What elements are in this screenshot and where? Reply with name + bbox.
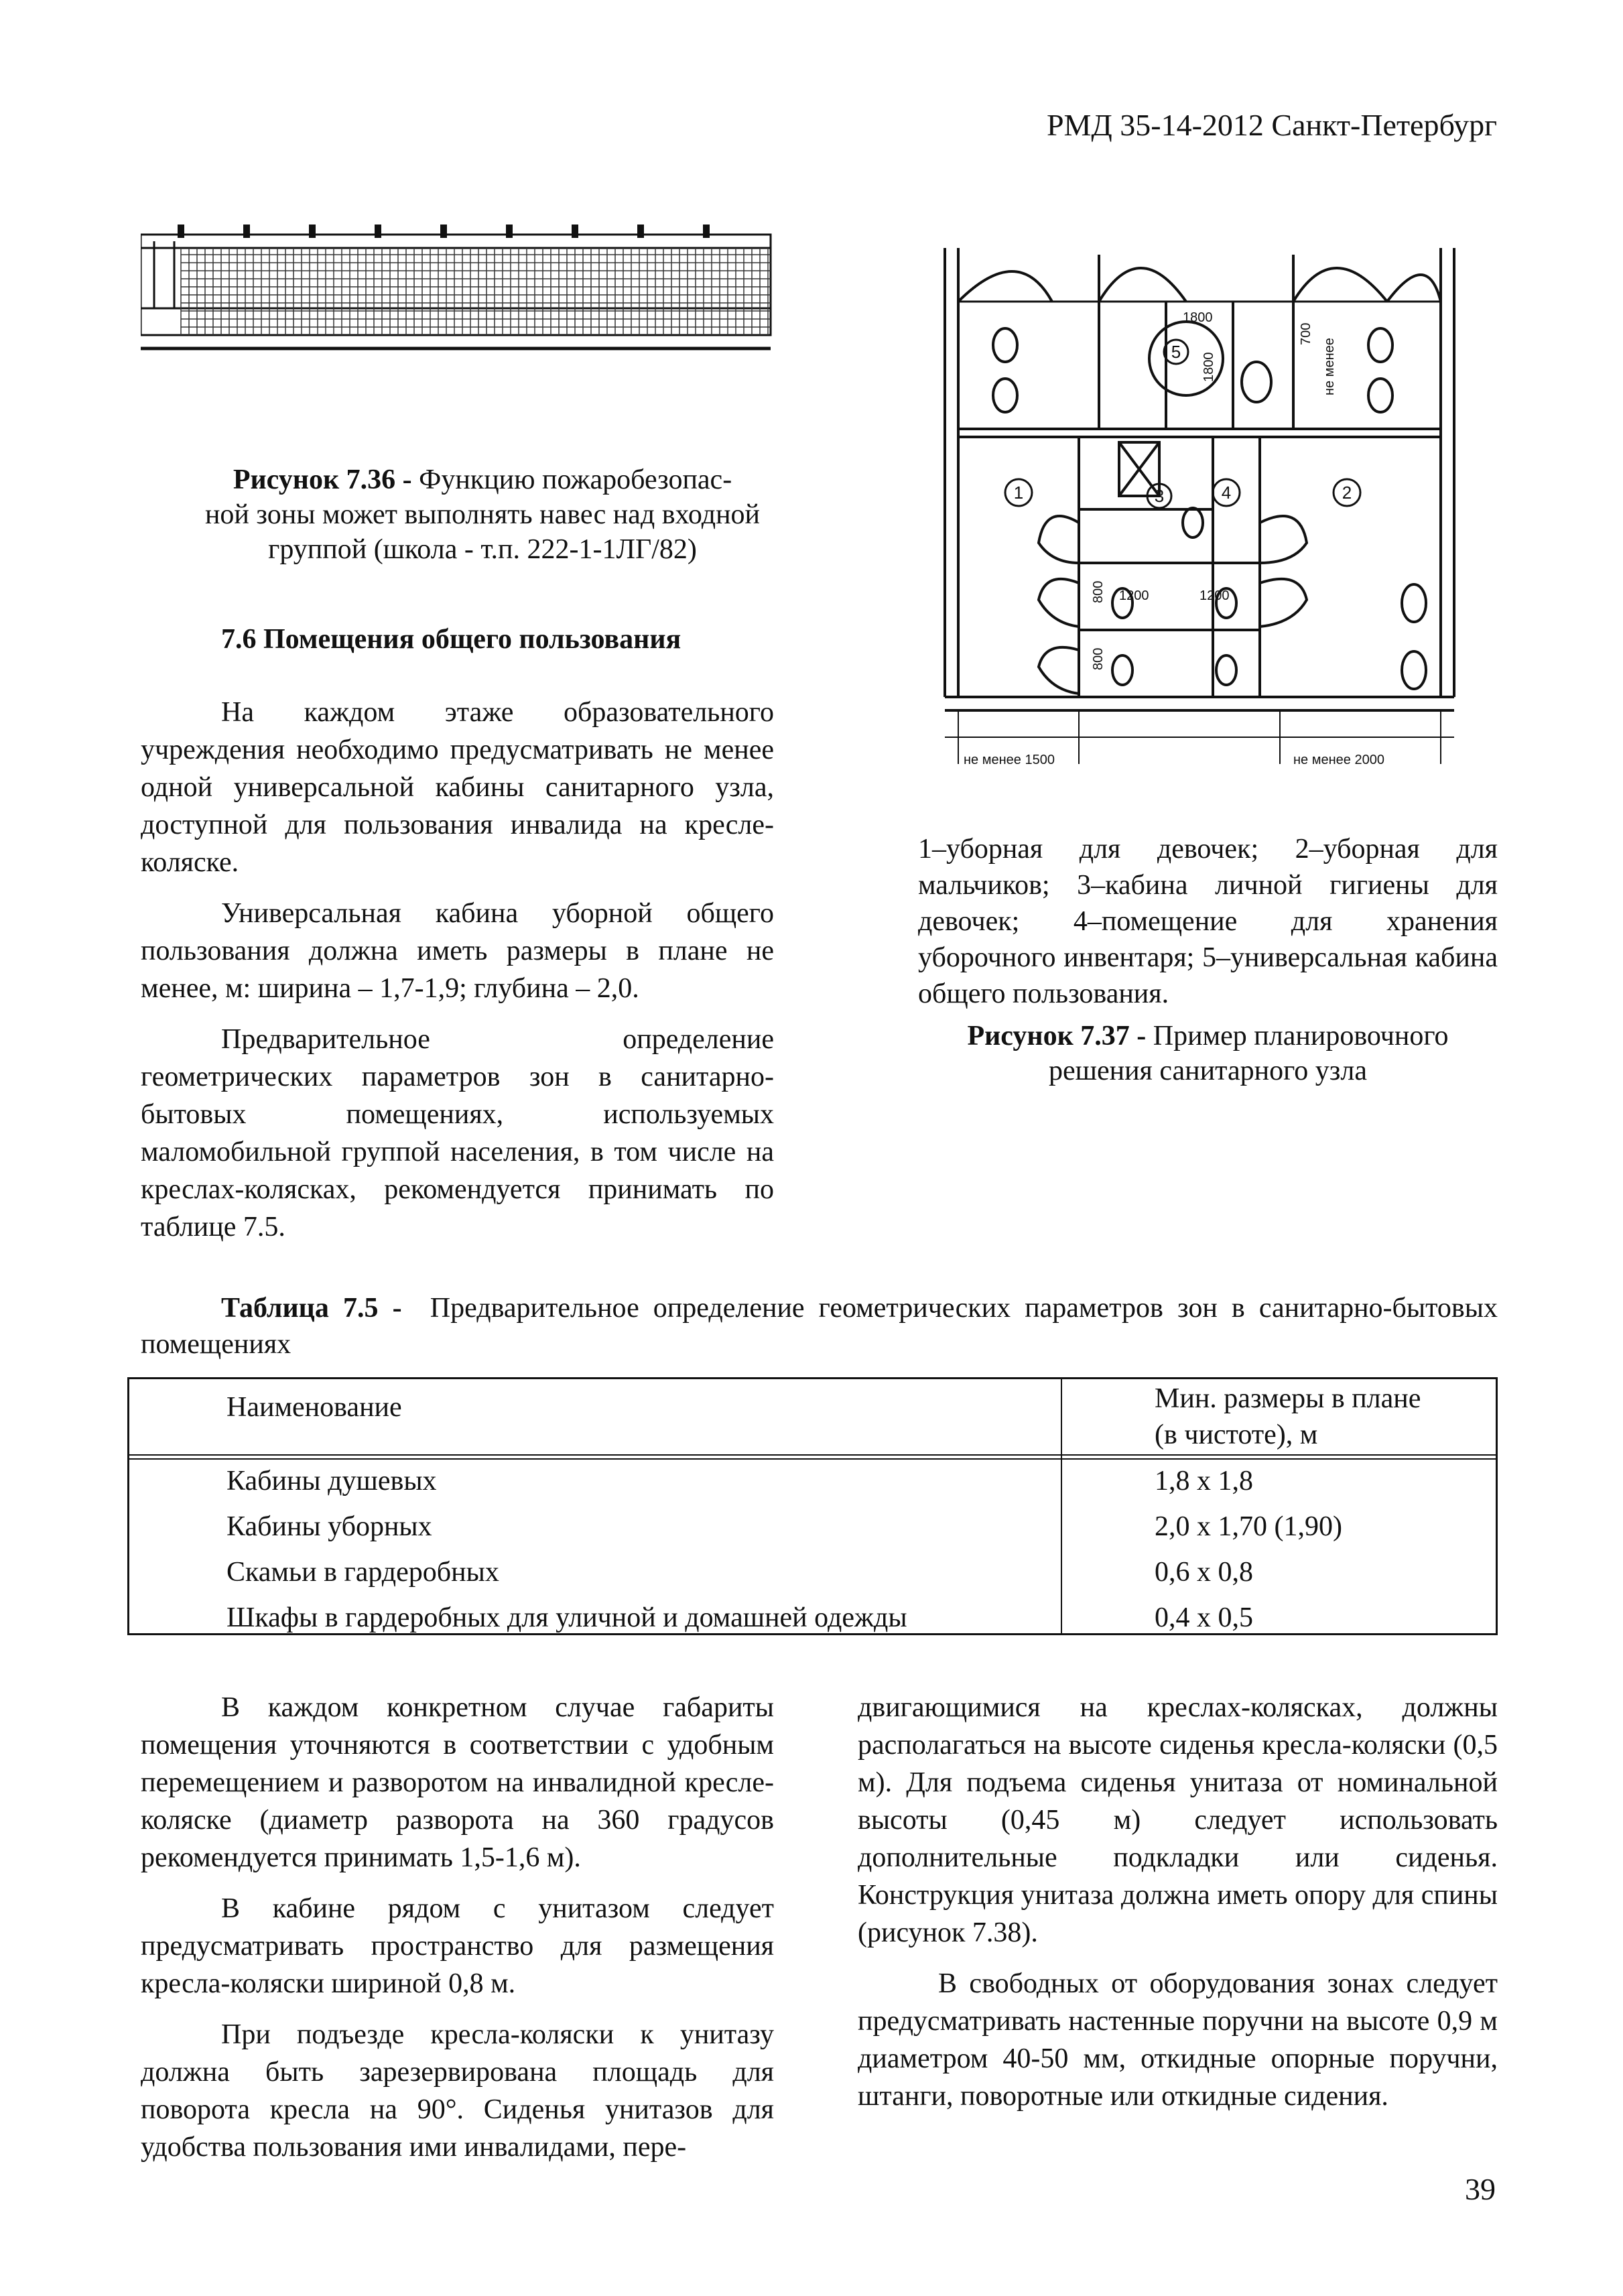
dim-1200-b: 1200 [1199, 588, 1230, 603]
left-column [141, 694, 774, 1246]
paragraph: Универсальная кабина уборной общего пользования должна иметь размеры в плане не менее, м: ширина – 1,7-1,9; глубина – 2,0. [141, 898, 774, 1004]
figure-7-36-text-1: Функцию пожаробезопас- [411, 464, 732, 495]
dim-2000: не менее 2000 [1293, 753, 1384, 767]
figure-7-36-text-3: группой (школа - т.п. 222-1-1ЛГ/82) [268, 534, 697, 565]
paragraph: В кабине рядом с унитазом следует предусматривать пространство для размещения кресла-коляски шириной 0,8 м. [141, 1893, 774, 1999]
dim-800-b: 800 [1091, 647, 1106, 670]
table-7-5 [127, 1377, 1498, 1635]
table-row-name: Кабины уборных [226, 1511, 432, 1542]
dim-1800-v: 1800 [1202, 352, 1216, 382]
table-row-name: Скамьи в гардеробных [226, 1557, 499, 1588]
table-header-size-1: Мин. размеры в плане [1155, 1383, 1421, 1414]
table-row-value: 2,0 х 1,70 (1,90) [1155, 1511, 1342, 1542]
table-row-value: 0,4 х 0,5 [1155, 1602, 1253, 1633]
dim-1500: не менее 1500 [964, 753, 1055, 767]
table-caption [141, 1290, 1498, 1362]
running-header: РМД 35-14-2012 Санкт-Петербург [1046, 108, 1497, 142]
bottom-left-column [141, 1689, 774, 2166]
bottom-right-column [858, 1689, 1498, 2115]
table-values-column [1155, 1458, 1342, 1641]
paragraph: В свободных от оборудования зонах следует предусматривать настенные поручни на высоте 0,9 м диаметром 40-50 мм, откидные опорные поручни, штанги, поворотные или откидные сидения. [858, 1968, 1498, 2112]
figure-7-36-drawing [141, 214, 784, 369]
figure-7-36-text-2: ной зоны может выполнять навес над входной [204, 499, 761, 530]
paragraph: Предварительное определение геометрических параметров зон в санитарно-бытовых помещениях, используемых маломобильной группой населения, в том числе на креслах-колясках, рекомендуется принимать по таблице 7.5. [141, 1024, 774, 1242]
dim-1800-h: 1800 [1183, 310, 1213, 325]
marker-3: 3 [1154, 486, 1165, 506]
figure-7-36-caption [168, 462, 797, 567]
paragraph: При подъезде кресла-коляски к унитазу должна быть зарезервирована площадь для поворота кресла на 90°. Сиденья унитазов для удобства пользования ими инвалидами, пере- [141, 2019, 774, 2163]
figure-7-36-label: Рисунок 7.36 - [233, 464, 412, 495]
figure-7-37-floor-plan [918, 228, 1494, 804]
table-row-value: 0,6 х 0,8 [1155, 1557, 1253, 1588]
marker-2: 2 [1342, 483, 1352, 503]
dim-700: 700 [1299, 322, 1313, 345]
table-header-rule [129, 1454, 1496, 1456]
marker-1: 1 [1013, 483, 1024, 503]
table-row-name: Шкафы в гардеробных для уличной и домашней одежды [226, 1602, 907, 1633]
table-caption-text: Предварительное определение геометрических параметров зон в санитарно-бытовых помещениях [141, 1293, 1498, 1360]
table-row-value: 1,8 х 1,8 [1155, 1466, 1253, 1496]
dim-1200-a: 1200 [1119, 588, 1149, 603]
dim-800-a: 800 [1091, 580, 1106, 603]
figure-7-37-legend: 1–уборная для девочек; 2–уборная для мальчиков; 3–кабина личной гигиены для девочек; 4–помещение для хранения уборочного инвентаря; 5–универсальная кабина общего пользования. [918, 834, 1498, 1009]
table-divider [1061, 1379, 1062, 1633]
table-header-name: Наименование [226, 1392, 402, 1423]
marker-4: 4 [1221, 483, 1232, 503]
figure-7-37-text-2: решения санитарного узла [1048, 1056, 1367, 1086]
marker-5: 5 [1171, 342, 1181, 362]
figure-7-37-caption [918, 1019, 1498, 1088]
paragraph: В каждом конкретном случае габариты помещения уточняются в соответствии с удобным перемещением и разворотом на инвалидной кресле-коляске (диаметр разворота на 360 градусов рекомендуется принимать 1,5-1,6 м). [141, 1692, 774, 1873]
table-header-size [1155, 1381, 1421, 1453]
paragraph: На каждом этаже образовательного учреждения необходимо предусматривать не менее одной универсальной кабины санитарного узла, доступной для пользования инвалида на кресле-коляске. [141, 697, 774, 878]
table-header-size-2: (в чистоте), м [1155, 1419, 1318, 1450]
dim-not-less: не менее [1322, 338, 1337, 395]
figure-7-37-text-1: Пример планировочного [1146, 1021, 1449, 1051]
table-caption-label: Таблица 7.5 - [221, 1293, 402, 1324]
table-names-column [226, 1458, 907, 1641]
paragraph: двигающимися на креслах-колясках, должны располагаться на высоте сиденья кресла-коляски (0,5 м). Для подъема сиденья унитаза от номинальной высоты (0,45 м) следует использовать дополнительные подкладки или сиденья. Конструкция унитаза должна иметь опору для спины (рисунок 7.38). [858, 1692, 1498, 1948]
page-number: 39 [1465, 2172, 1496, 2206]
section-heading: 7.6 Помещения общего пользования [221, 624, 681, 655]
table-row-name: Кабины душевых [226, 1466, 437, 1496]
figure-7-37-label: Рисунок 7.37 - [967, 1021, 1147, 1051]
